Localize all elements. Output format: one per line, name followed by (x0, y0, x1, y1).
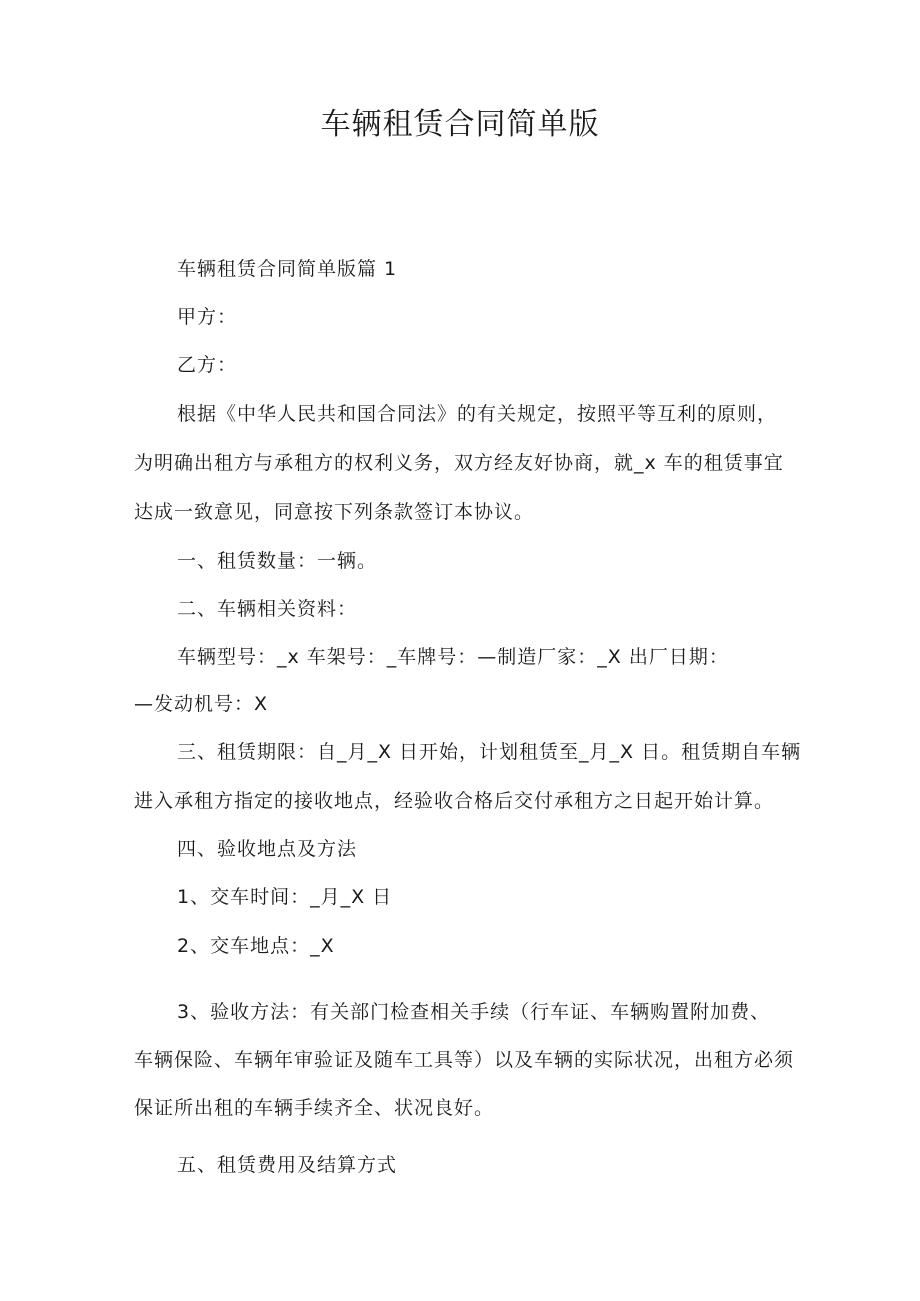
preamble-line-3: 达成一致意见，同意按下列条款签订本协议。 (134, 501, 535, 523)
section-4-heading: 四、验收地点及方法 (177, 838, 358, 860)
party-b-label: 乙方： (177, 354, 238, 376)
preamble-line-2: 为明确出租方与承租方的权利义务，双方经友好协商，就_x 车的租赁事宜 (134, 452, 784, 474)
preamble-line-1: 根据《中华人民共和国合同法》的有关规定，按照平等互利的原则， (177, 403, 778, 425)
contract-heading: 车辆租赁合同简单版篇 1 (177, 258, 398, 280)
item-3-line-2: 车辆保险、车辆年审验证及随车工具等）以及车辆的实际状况，出租方必须 (134, 1049, 795, 1071)
item-1-delivery-time: 1、交车时间：_月_X 日 (177, 886, 393, 908)
section-1-quantity: 一、租赁数量：一辆。 (177, 550, 378, 572)
item-3-line-1: 3、验收方法：有关部门检查相关手续（行车证、车辆购置附加费、 (177, 1001, 771, 1023)
vehicle-info-line-1: 车辆型号：_x 车架号：_车牌号：—制造厂家：_X 出厂日期： (177, 646, 729, 668)
section-3-line-2: 进入承租方指定的接收地点，经验收合格后交付承租方之日起开始计算。 (134, 790, 775, 812)
party-a-label: 甲方： (177, 306, 238, 328)
item-3-line-3: 保证所出租的车辆手续齐全、状况良好。 (134, 1097, 495, 1119)
item-2-delivery-location: 2、交车地点：_X (177, 935, 335, 957)
section-3-line-1: 三、租赁期限：自_月_X 日开始，计划租赁至_月_X 日。租赁期自车辆 (177, 741, 802, 763)
section-2-heading: 二、车辆相关资料： (177, 598, 358, 620)
document-title: 车辆租赁合同简单版 (320, 107, 600, 142)
section-5-heading: 五、租赁费用及结算方式 (177, 1154, 398, 1176)
vehicle-info-line-2: —发动机号：X (134, 693, 269, 715)
